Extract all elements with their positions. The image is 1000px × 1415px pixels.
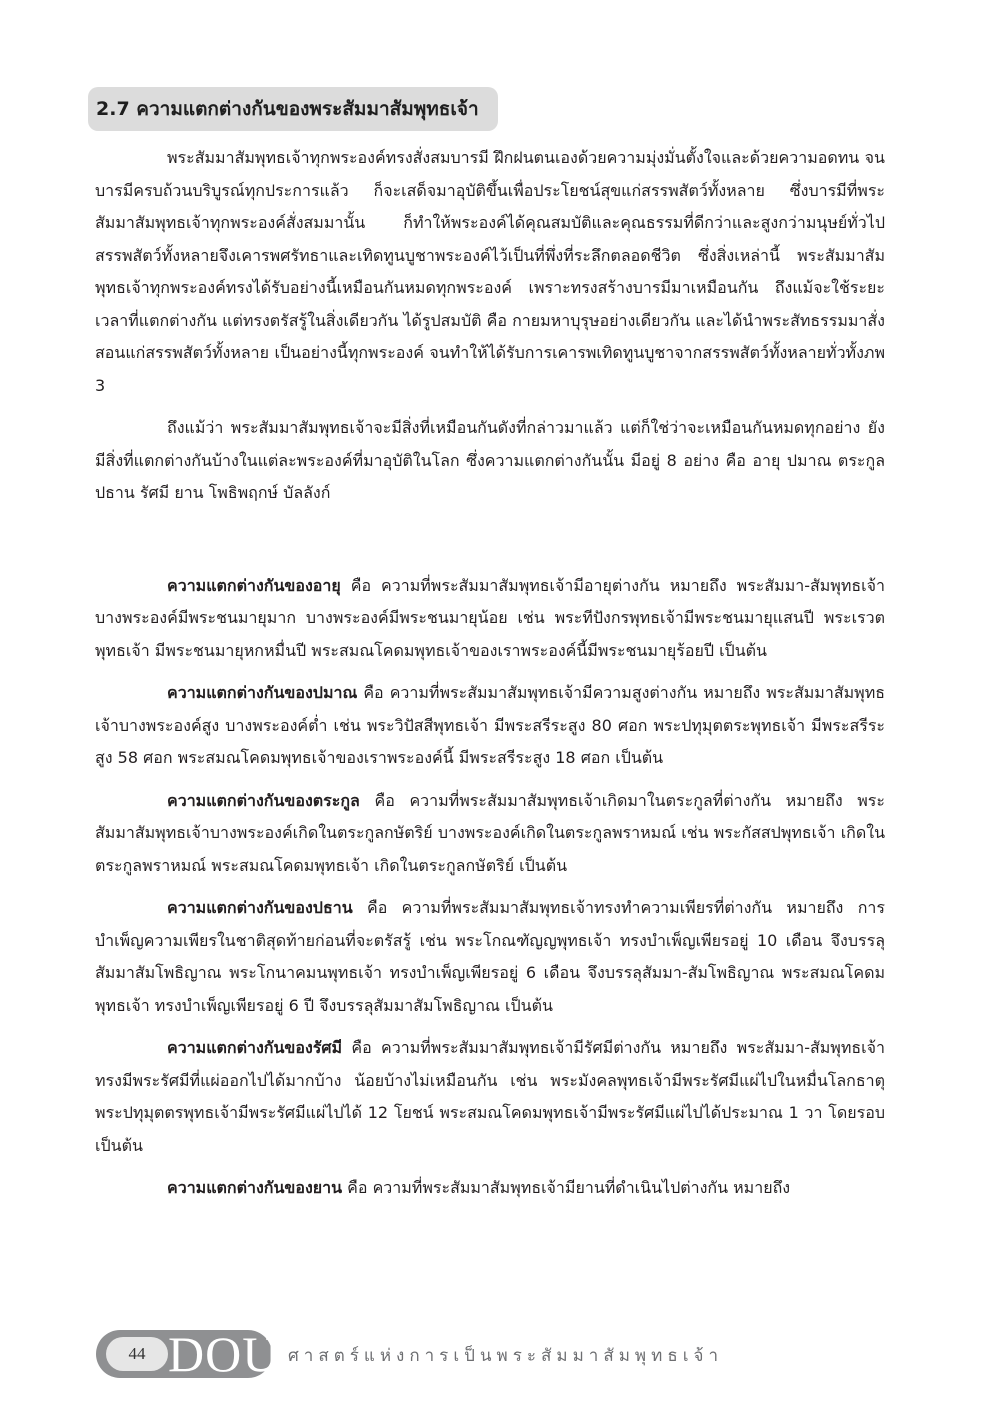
intro-paragraph: ถึงแม้ว่า พระสัมมาสัมพุทธเจ้าจะมีสิ่งที่เหมือนกันดังที่กล่าวมาแล้ว แต่ก็ใช่ว่าจะเหมือนกันหมดทุกอย่าง ยังมีสิ่งที่แตกต่างกันบ้างในแต่ละพระองค์ที่มาอุบัติในโลก ซึ่งความแตกต่างกันนั้น มีอยู่ 8 อย่าง คือ อายุ ปมาณ ตระกูล ปธาน รัศมี ยาน โพธิพฤกษ์ บัลลังก์ — [95, 418, 885, 502]
page-footer — [96, 1326, 976, 1382]
definition-paragraph — [95, 1032, 885, 1162]
definition-term: ความแตกต่างกันของรัศมี — [167, 1038, 343, 1057]
definition-term: ความแตกต่างกันของอายุ — [167, 575, 341, 595]
definition-text: คือ ความที่พระสัมมาสัมพุทธเจ้าทรงทำความเพียรที่ต่างกัน หมายถึง การบำเพ็ญความเพียรในชาติสุดท้ายก่อนที่จะตรัสรู้ เช่น พระโกณฑัญญพุทธเจ้า ทรงบำเพ็ญเพียรอยู่ 10 เดือน จึงบรรลุสัมมาสัมโพธิญาณ พระโกนาคมนพุทธเจ้า ทรงบำเพ็ญเพียรอยู่ 6 เดือน จึงบรรลุสัมมา-สัมโพธิญาณ พระสมณโคดมพุทธเจ้า ทรงบำเพ็ญเพียรอยู่ 6 ปี จึงบรรลุสัมมาสัมโพธิญาณ เป็นต้น — [95, 898, 885, 1015]
definition-term: ความแตกต่างกันของยาน — [167, 1178, 343, 1197]
definition-term: ความแตกต่างกันของปมาณ — [167, 683, 358, 702]
body-text — [95, 142, 885, 1215]
definition-paragraph — [95, 677, 885, 775]
definition-paragraph — [95, 570, 885, 668]
book-title: ศาสตร์แห่งการเป็นพระสัมมาสัมพุทธเจ้า — [288, 1346, 724, 1366]
definition-paragraph — [95, 892, 885, 1022]
section-heading — [88, 87, 498, 131]
intro-paragraph: พระสัมมาสัมพุทธเจ้าทุกพระองค์ทรงสั่งสมบารมี ฝึกฝนตนเองด้วยความมุ่งมั่นตั้งใจและด้วยความอดทน จนบารมีครบถ้วนบริบูรณ์ทุกประการแล้ว ก็จะเสด็จมาอุบัติขึ้นเพื่อประโยชน์สุขแก่สรรพสัตว์ทั้งหลาย ซึ่งบารมีที่พระสัมมาสัมพุทธเจ้าทุกพระองค์สั่งสมมานั้น ก็ทำให้พระองค์ได้คุณสมบัติและคุณธรรมที่ดีกว่าและสูงกว่ามนุษย์ทั่วไป สรรพสัตว์ทั้งหลายจึงเคารพศรัทธาและเทิดทูนบูชาพระองค์ไว้เป็นที่พึ่งที่ระลึกตลอดชีวิต ซึ่งสิ่งเหล่านี้ พระสัมมาสัมพุทธเจ้าทุกพระองค์ทรงได้รับอย่างนี้เหมือนกันหมดทุกพระองค์ เพราะทรงสร้างบารมีมาเหมือนกัน ถึงแม้จะใช้ระยะเวลาที่แตกต่างกัน แต่ทรงตรัสรู้ในสิ่งเดียวกัน ได้รูปสมบัติ คือ กายมหาบุรุษอย่างเดียวกัน และได้นำพระสัทธรรมมาสั่งสอนแก่สรรพสัตว์ทั้งหลาย เป็นอย่างนี้ทุกพระองค์ จนทำให้ได้รับการเคารพเทิดทูนบูชาจากสรรพสัตว์ทั้งหลายทั่วทั้งภพ 3 — [95, 148, 885, 395]
definition-text: คือ ความที่พระสัมมาสัมพุทธเจ้าเกิดมาในตระกูลที่ต่างกัน หมายถึง พระสัมมาสัมพุทธเจ้าบางพระองค์เกิดในตระกูลกษัตริย์ บางพระองค์เกิดในตระกูลพราหมณ์ เช่น พระกัสสปพุทธเจ้า เกิดในตระกูลพราหมณ์ พระสมณโคดมพุทธเจ้า เกิดในตระกูลกษัตริย์ เป็นต้น — [95, 790, 885, 875]
definition-text: คือ ความที่พระสัมมาสัมพุทธเจ้ามีความสูงต่างกัน หมายถึง พระสัมมาสัมพุทธเจ้าบางพระองค์สูง บางพระองค์ต่ำ เช่น พระวิปัสสีพุทธเจ้า มีพระสรีระสูง 80 ศอก พระปทุมุตตระพุทธเจ้า มีพระสรีระสูง 58 ศอก พระสมณโคดมพุทธเจ้าของเราพระองค์นี้ มีพระสรีระสูง 18 ศอก เป็นต้น — [95, 683, 885, 767]
dou-logo: DOU — [168, 1326, 280, 1382]
definition-text: คือ ความที่พระสัมมาสัมพุทธเจ้ามีอายุต่างกัน หมายถึง พระสัมมา-สัมพุทธเจ้าบางพระองค์มีพระชนมายุมาก บางพระองค์มีพระชนมายุน้อย เช่น พระทีปังกรพุทธเจ้ามีพระชนมายุแสนปี พระเรวตพุทธเจ้า มีพระชนมายุหกหมื่นปี พระสมณโคดมพุทธเจ้าของเราพระองค์นี้มีพระชนมายุร้อยปี เป็นต้น — [95, 575, 885, 660]
definition-term: ความแตกต่างกันของปธาน — [167, 898, 353, 917]
page-number: 44 — [128, 1344, 146, 1363]
definition-paragraph — [95, 1172, 885, 1205]
footer-badge — [96, 1326, 280, 1382]
page-number-badge — [106, 1337, 168, 1371]
definition-text: คือ ความที่พระสัมมาสัมพุทธเจ้ามียานที่ดำเนินไปต่างกัน หมายถึง — [342, 1178, 791, 1197]
definition-paragraph — [95, 785, 885, 883]
definition-text: คือ ความที่พระสัมมาสัมพุทธเจ้ามีรัศมีต่างกัน หมายถึง พระสัมมา-สัมพุทธเจ้าทรงมีพระรัศมีที่แผ่ออกไปได้มากบ้าง น้อยบ้างไม่เหมือนกัน เช่น พระมังคลพุทธเจ้ามีพระรัศมีแผ่ไปในหมื่นโลกธาตุ พระปทุมุตตรพุทธเจ้ามีพระรัศมีแผ่ไปได้ 12 โยชน์ พระสมณโคดมพุทธเจ้ามีพระรัศมีแผ่ไปได้ประมาณ 1 วา โดยรอบ เป็นต้น — [95, 1038, 885, 1155]
definition-term: ความแตกต่างกันของตระกูล — [167, 790, 360, 810]
section-heading-text: 2.7 ความแตกต่างกันของพระสัมมาสัมพุทธเจ้า — [96, 98, 479, 120]
